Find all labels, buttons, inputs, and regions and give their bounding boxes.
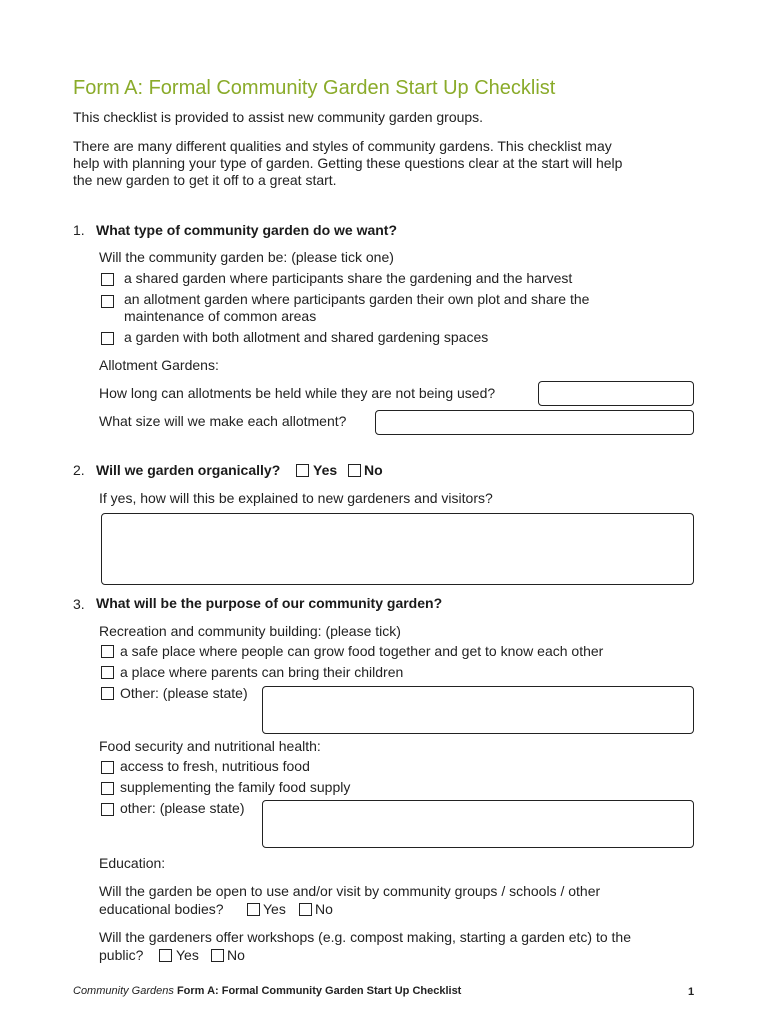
q2-yes-checkbox[interactable] bbox=[296, 464, 309, 477]
edu-q2-line-2: public? bbox=[99, 947, 144, 963]
footer-title bbox=[73, 985, 461, 998]
food-other-field[interactable] bbox=[262, 800, 694, 848]
q1-question: What type of community garden do we want? bbox=[96, 222, 398, 238]
q2-no-checkbox[interactable] bbox=[348, 464, 361, 477]
rec-safe-place-checkbox[interactable] bbox=[101, 645, 114, 658]
intro-paragraph-line-3: the new garden to get it off to a great start. bbox=[73, 172, 337, 188]
footer-brand: Community Gardens bbox=[73, 985, 174, 997]
q2-followup: If yes, how will this be explained to new gardeners and visitors? bbox=[99, 490, 493, 506]
food-fresh-checkbox[interactable] bbox=[101, 761, 114, 774]
allotment-size-label: What size will we make each allotment? bbox=[99, 413, 347, 429]
education-heading: Education: bbox=[99, 855, 166, 871]
food-fresh-label: access to fresh, nutritious food bbox=[120, 758, 310, 774]
q1-shared-garden-checkbox[interactable] bbox=[101, 273, 114, 286]
intro-paragraph-line-1: There are many different qualities and styles of community gardens. This checklist may bbox=[73, 138, 612, 154]
edu-q1-line-1: Will the garden be open to use and/or visit by community groups / schools / other bbox=[99, 883, 601, 899]
q1-allotment-garden-checkbox[interactable] bbox=[101, 295, 114, 308]
rec-other-checkbox[interactable] bbox=[101, 687, 114, 700]
q2-question: Will we garden organically? bbox=[96, 462, 281, 478]
intro-text: This checklist is provided to assist new community garden groups. bbox=[73, 109, 484, 125]
q1-number: 1. bbox=[73, 222, 85, 238]
edu-q1-no-label: No bbox=[315, 901, 333, 917]
edu-q1-yes-label: Yes bbox=[263, 901, 286, 917]
allotment-duration-label: How long can allotments be held while they are not being used? bbox=[99, 385, 496, 401]
food-other-checkbox[interactable] bbox=[101, 803, 114, 816]
q1-shared-garden-label: a shared garden where participants share the gardening and the harvest bbox=[124, 270, 573, 286]
q1-allotment-garden-label-line-1: an allotment garden where participants garden their own plot and share the bbox=[124, 291, 590, 307]
edu-q2-no-checkbox[interactable] bbox=[211, 949, 224, 962]
edu-q1-no-checkbox[interactable] bbox=[299, 903, 312, 916]
edu-q2-yes-checkbox[interactable] bbox=[159, 949, 172, 962]
q1-prompt: Will the community garden be: (please tick one) bbox=[99, 249, 394, 265]
food-heading: Food security and nutritional health: bbox=[99, 738, 321, 754]
edu-q2-yes-label: Yes bbox=[176, 947, 199, 963]
q3-question: What will be the purpose of our community garden? bbox=[96, 595, 443, 611]
rec-safe-place-label: a safe place where people can grow food together and get to know each other bbox=[120, 643, 604, 659]
q1-both-garden-label: a garden with both allotment and shared gardening spaces bbox=[124, 329, 489, 345]
q2-explanation-field[interactable] bbox=[101, 513, 694, 585]
food-supplement-checkbox[interactable] bbox=[101, 782, 114, 795]
allotment-heading: Allotment Gardens: bbox=[99, 357, 219, 373]
intro-paragraph-line-2: help with planning your type of garden. Getting these questions clear at the start will help bbox=[73, 155, 623, 171]
page-number: 1 bbox=[688, 986, 695, 998]
rec-parents-label: a place where parents can bring their children bbox=[120, 664, 404, 680]
edu-q2-line-1: Will the gardeners offer workshops (e.g. compost making, starting a garden etc) to the bbox=[99, 929, 631, 945]
food-other-label: other: (please state) bbox=[120, 800, 245, 816]
q1-both-garden-checkbox[interactable] bbox=[101, 332, 114, 345]
q2-no-label: No bbox=[364, 462, 383, 478]
food-supplement-label: supplementing the family food supply bbox=[120, 779, 351, 795]
edu-q1-yes-checkbox[interactable] bbox=[247, 903, 260, 916]
recreation-heading: Recreation and community building: (please tick) bbox=[99, 623, 401, 639]
edu-q2-no-label: No bbox=[227, 947, 245, 963]
rec-other-label: Other: (please state) bbox=[120, 685, 248, 701]
q3-number: 3. bbox=[73, 596, 85, 612]
footer-doc-title: Form A: Formal Community Garden Start Up Checklist bbox=[176, 985, 462, 997]
rec-parents-checkbox[interactable] bbox=[101, 666, 114, 679]
q2-number: 2. bbox=[73, 462, 85, 478]
rec-other-field[interactable] bbox=[262, 686, 694, 734]
allotment-duration-field[interactable] bbox=[538, 381, 694, 406]
allotment-size-field[interactable] bbox=[375, 410, 694, 435]
page-title: Form A: Formal Community Garden Start Up Checklist bbox=[73, 77, 556, 99]
edu-q1-line-2: educational bodies? bbox=[99, 901, 224, 917]
q1-allotment-garden-label-line-2: maintenance of common areas bbox=[124, 308, 317, 324]
q2-yes-label: Yes bbox=[313, 462, 338, 478]
